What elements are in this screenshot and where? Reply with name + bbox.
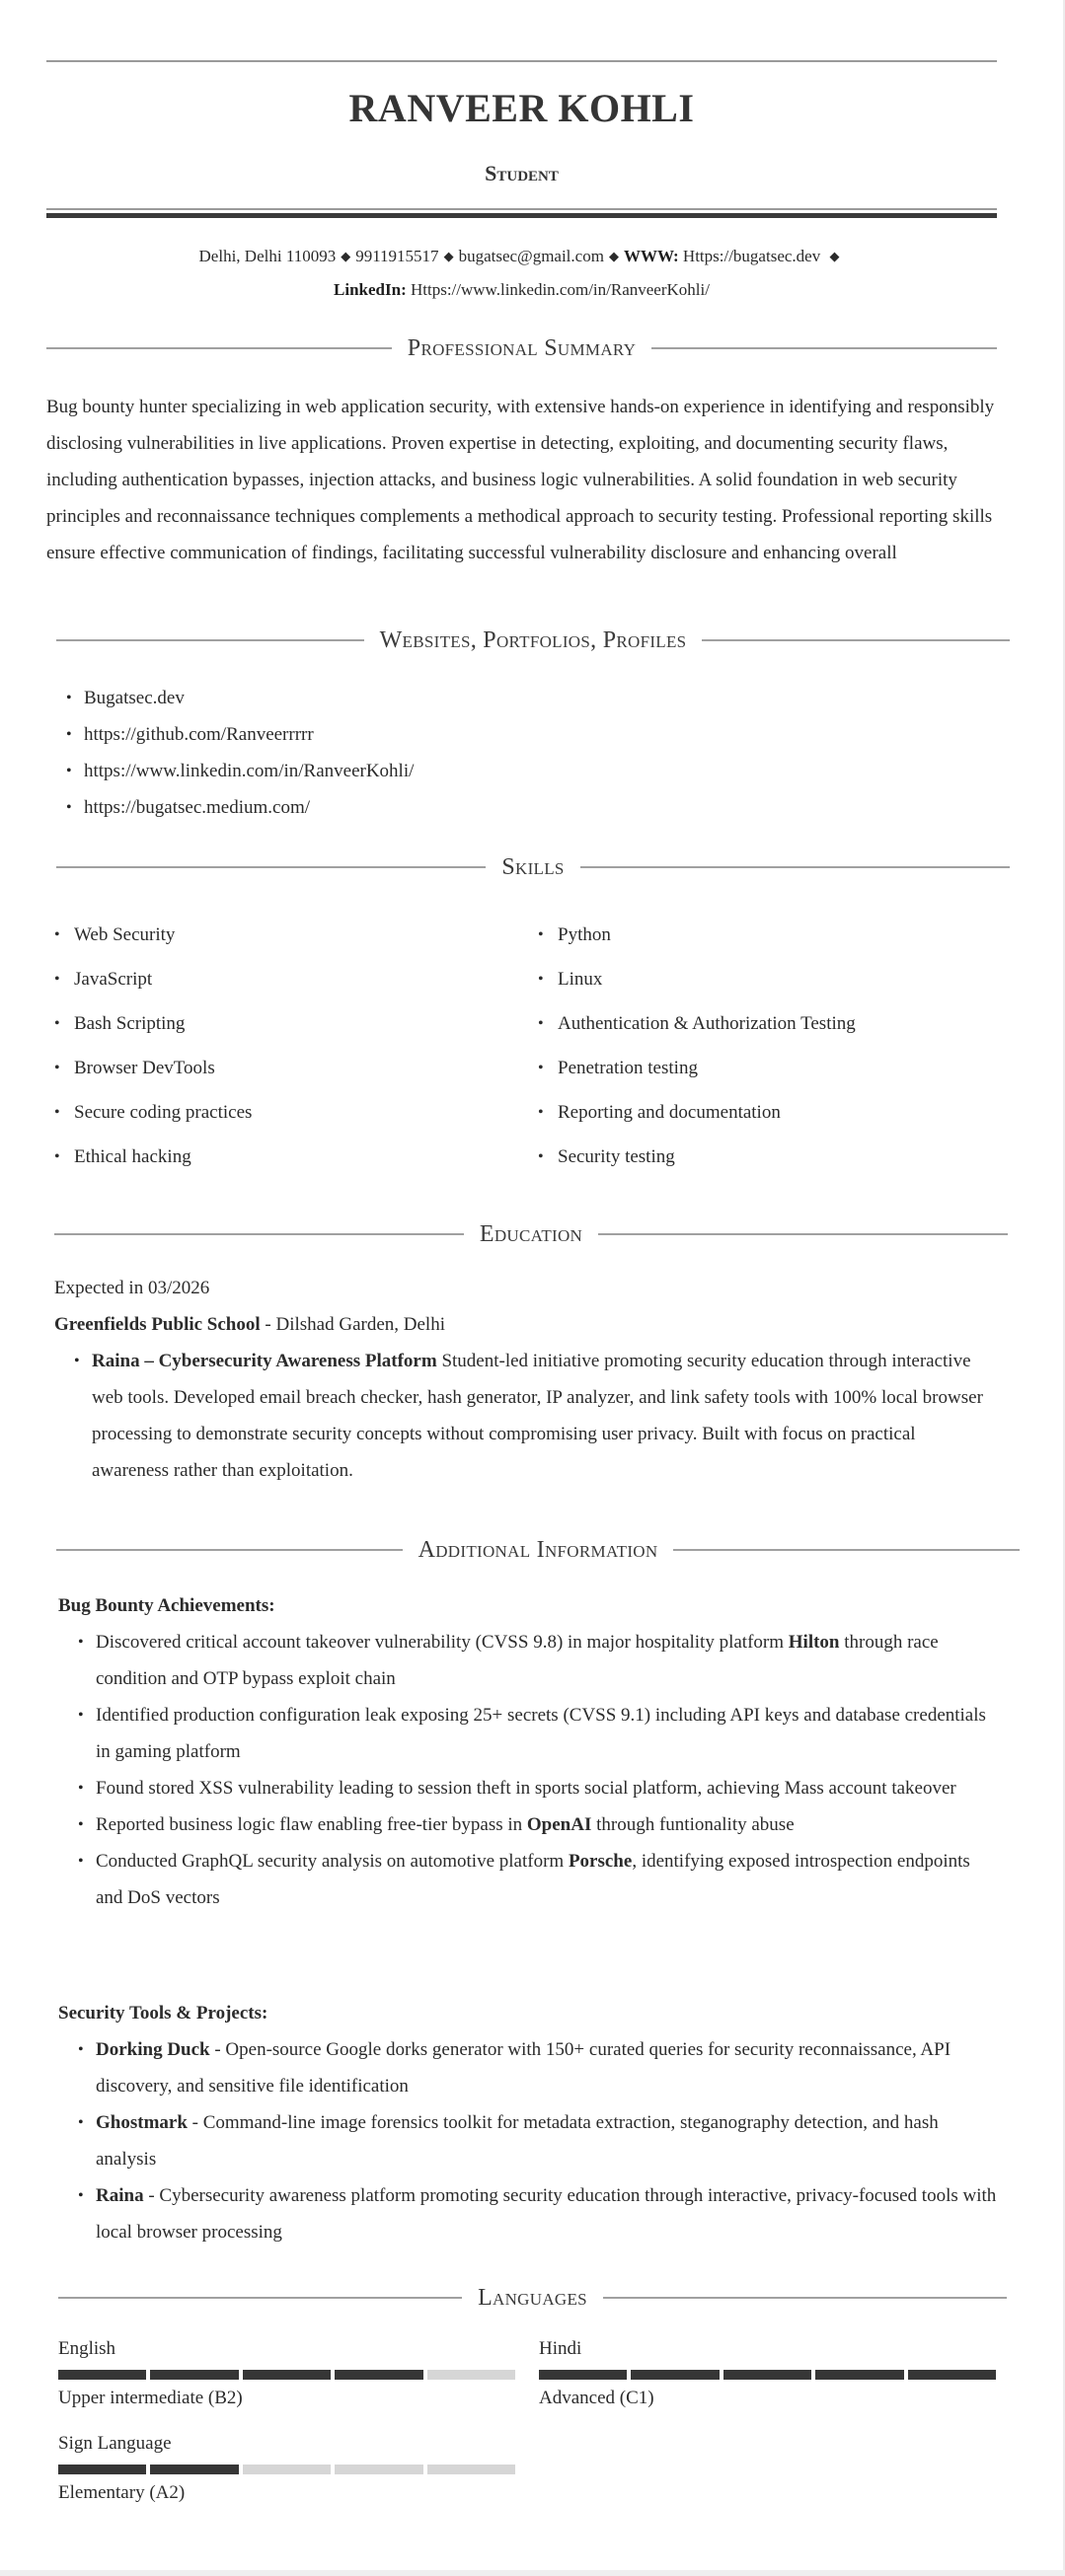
- skill-item: • Authentication & Authorization Testing: [530, 1001, 997, 1046]
- candidate-title: Student: [485, 161, 559, 185]
- tool-name: Dorking Duck: [96, 2039, 210, 2060]
- section-title: Skills: [501, 853, 565, 880]
- achievement-text: Conducted GraphQL security analysis on automotive platform: [96, 1851, 569, 1872]
- bar-segment-filled: [150, 2465, 238, 2474]
- education-project: [54, 1343, 997, 1489]
- skill-item: • Browser DevTools: [46, 1046, 530, 1090]
- language-hindi: [539, 2336, 996, 2411]
- diamond-separator-icon: ◆: [608, 249, 619, 263]
- bar-segment-empty: [243, 2465, 331, 2474]
- bar-segment-empty: [335, 2465, 422, 2474]
- education-school-line: [54, 1306, 1005, 1343]
- language-name: Hindi: [539, 2338, 582, 2359]
- skill-item: • Secure coding practices: [46, 1090, 530, 1135]
- heading-rule: [46, 347, 392, 349]
- skill-item: • Security testing: [530, 1135, 997, 1179]
- skill-item: • Bash Scripting: [46, 1001, 530, 1046]
- language-level: Advanced (C1): [539, 2388, 654, 2408]
- achievement-item: [58, 1697, 997, 1770]
- linkedin-link[interactable]: Https://www.linkedin.com/in/RanveerKohli/: [410, 280, 710, 299]
- achievement-text: Found stored XSS vulnerability leading to session theft in sports social platform, achieving Mass account takeover: [96, 1778, 956, 1799]
- skill-item: • Python: [530, 913, 997, 957]
- bar-segment-filled: [335, 2370, 422, 2380]
- contact-line-1: [46, 240, 997, 273]
- section-heading-languages: [58, 2283, 1007, 2313]
- bug-bounty-list: [58, 1624, 997, 1916]
- achievement-text: , identifying exposed introspection endpoints and DoS vectors: [96, 1851, 970, 1908]
- achievement-item: [58, 1624, 997, 1697]
- tool-name: Ghostmark: [96, 2112, 188, 2133]
- achievement-text: through race condition and OTP bypass exploit chain: [96, 1632, 939, 1689]
- company-name: Hilton: [788, 1632, 840, 1653]
- skill-item: • JavaScript: [46, 957, 530, 1001]
- websites-list: [46, 680, 997, 826]
- www-label: WWW:: [623, 247, 679, 265]
- linkedin-label: LinkedIn:: [334, 280, 407, 299]
- language-english: [58, 2336, 515, 2411]
- proficiency-bar: [539, 2370, 996, 2380]
- bar-segment-empty: [427, 2370, 515, 2380]
- company-name: OpenAI: [526, 1814, 592, 1835]
- bar-segment-filled: [150, 2370, 238, 2380]
- education-details: [54, 1343, 997, 1489]
- section-heading-skills: [56, 852, 1010, 882]
- tool-description: - Cybersecurity awareness platform promoting security education through interactive, privacy-focused tools with local browser processing: [96, 2185, 997, 2243]
- tool-item: [58, 2031, 997, 2104]
- language-name: Sign Language: [58, 2433, 172, 2454]
- diamond-separator-icon: ◆: [341, 249, 351, 263]
- heading-rule: [56, 866, 486, 868]
- achievement-text: through funtionality abuse: [591, 1814, 795, 1835]
- top-divider: [46, 60, 997, 62]
- section-title: Websites, Portfolios, Profiles: [379, 626, 687, 653]
- proficiency-bar: [58, 2370, 515, 2380]
- heading-rule: [603, 2297, 1007, 2299]
- tool-item: [58, 2177, 997, 2250]
- bar-segment-filled: [631, 2370, 719, 2380]
- bar-segment-empty: [427, 2465, 515, 2474]
- section-heading-summary: [46, 333, 997, 363]
- tool-description: - Command-line image forensics toolkit for metadata extraction, steganography detection, and hash analysis: [96, 2112, 939, 2170]
- bug-bounty-title: Bug Bounty Achievements:: [58, 1595, 275, 1616]
- candidate-name: RANVEER KOHLI: [348, 86, 695, 130]
- language-sign: [58, 2431, 515, 2506]
- phone[interactable]: 9911915517: [355, 247, 439, 265]
- company-name: Porsche: [568, 1851, 633, 1872]
- heading-rule: [598, 1233, 1008, 1235]
- project-description: Student-led initiative promoting security education through interactive web tools. Developed email breach checker, hash generator, IP analyzer, and link safety tools with 100% local browser processing to demonstrate security concepts without compromising user privacy. Built with focus on practical awareness rather than exploitation.: [92, 1351, 983, 1481]
- skill-item: • Penetration testing: [530, 1046, 997, 1090]
- header-divider-thick: [46, 213, 997, 218]
- achievement-item: [58, 1843, 997, 1916]
- tool-description: - Open-source Google dorks generator with 150+ curated queries for security reconnaissance, API discovery, and sensitive file identification: [96, 2039, 951, 2097]
- website-item[interactable]: • https://bugatsec.medium.com/: [46, 789, 997, 826]
- heading-rule: [56, 1549, 403, 1551]
- achievement-text: Identified production configuration leak exposing 25+ secrets (CVSS 9.1) including API keys and database credentials in gaming platform: [96, 1705, 986, 1762]
- contact-line-2: [46, 273, 997, 306]
- bar-segment-filled: [815, 2370, 903, 2380]
- skill-item: • Reporting and documentation: [530, 1090, 997, 1135]
- language-level: Elementary (A2): [58, 2482, 186, 2503]
- skill-item: • Web Security: [46, 913, 530, 957]
- achievement-text: Reported business logic flaw enabling free-tier bypass in: [96, 1814, 527, 1835]
- heading-rule: [673, 1549, 1020, 1551]
- education-date: Expected in 03/2026: [54, 1278, 210, 1298]
- heading-rule: [702, 639, 1010, 641]
- skill-item: • Linux: [530, 957, 997, 1001]
- skills-grid: [46, 913, 997, 1179]
- section-heading-education: [54, 1219, 1008, 1249]
- section-title: Education: [479, 1220, 583, 1247]
- proficiency-bar: [58, 2465, 515, 2474]
- section-heading-additional: [56, 1535, 1020, 1565]
- tools-list: [58, 2031, 997, 2250]
- website-item[interactable]: • https://www.linkedin.com/in/RanveerKohli/: [46, 753, 997, 789]
- language-level: Upper intermediate (B2): [58, 2388, 243, 2408]
- achievement-text: Discovered critical account takeover vulnerability (CVSS 9.8) in major hospitality platform: [96, 1632, 789, 1653]
- language-name: English: [58, 2338, 116, 2359]
- achievement-item: [58, 1806, 997, 1843]
- section-title: Languages: [478, 2284, 587, 2311]
- heading-rule: [651, 347, 997, 349]
- website-item[interactable]: • Bugatsec.dev: [46, 680, 997, 716]
- tool-item: [58, 2104, 997, 2177]
- heading-rule: [58, 2297, 462, 2299]
- school-location: - Dilshad Garden, Delhi: [260, 1314, 445, 1335]
- page-bottom-edge: [0, 2570, 1065, 2576]
- bar-segment-filled: [908, 2370, 996, 2380]
- website-item[interactable]: • https://github.com/Ranveerrrrr: [46, 716, 997, 753]
- achievement-item: [58, 1770, 997, 1806]
- tool-name: Raina: [96, 2185, 144, 2206]
- bar-segment-filled: [539, 2370, 627, 2380]
- bar-segment-filled: [58, 2370, 146, 2380]
- project-title: Raina – Cybersecurity Awareness Platform: [92, 1351, 437, 1371]
- address: Delhi, Delhi 110093: [198, 247, 337, 265]
- bar-segment-filled: [243, 2370, 331, 2380]
- website-link[interactable]: Https://bugatsec.dev: [682, 247, 821, 265]
- section-title: Professional Summary: [407, 334, 637, 361]
- heading-rule: [54, 1233, 464, 1235]
- heading-rule: [580, 866, 1010, 868]
- tools-title: Security Tools & Projects:: [58, 2003, 268, 2024]
- contact-info: [46, 240, 997, 306]
- email-link[interactable]: bugatsec@gmail.com: [458, 247, 604, 265]
- skill-item: • Ethical hacking: [46, 1135, 530, 1179]
- summary-text: Bug bounty hunter specializing in web application security, with extensive hands-on experience in identifying and responsibly disclosing vulnerabilities in live applications. Proven expertise in detecting, exploiting, and documenting security flaws, including authentication bypasses, injection attacks, and business logic vulnerabilities. A solid foundation in web security principles and reconnaissance techniques complements a methodical approach to security testing. Professional reporting skills ensure effective communication of findings, facilitating successful vulnerability disclosure and enhancing overall: [46, 397, 995, 563]
- bar-segment-filled: [723, 2370, 811, 2380]
- section-heading-websites: [56, 626, 1010, 655]
- bar-segment-filled: [58, 2465, 146, 2474]
- header-divider-thin: [46, 208, 997, 210]
- school-name: Greenfields Public School: [54, 1314, 261, 1335]
- diamond-separator-icon: ◆: [443, 249, 454, 263]
- diamond-separator-icon: ◆: [829, 249, 840, 263]
- section-title: Additional Information: [418, 1536, 658, 1563]
- heading-rule: [56, 639, 364, 641]
